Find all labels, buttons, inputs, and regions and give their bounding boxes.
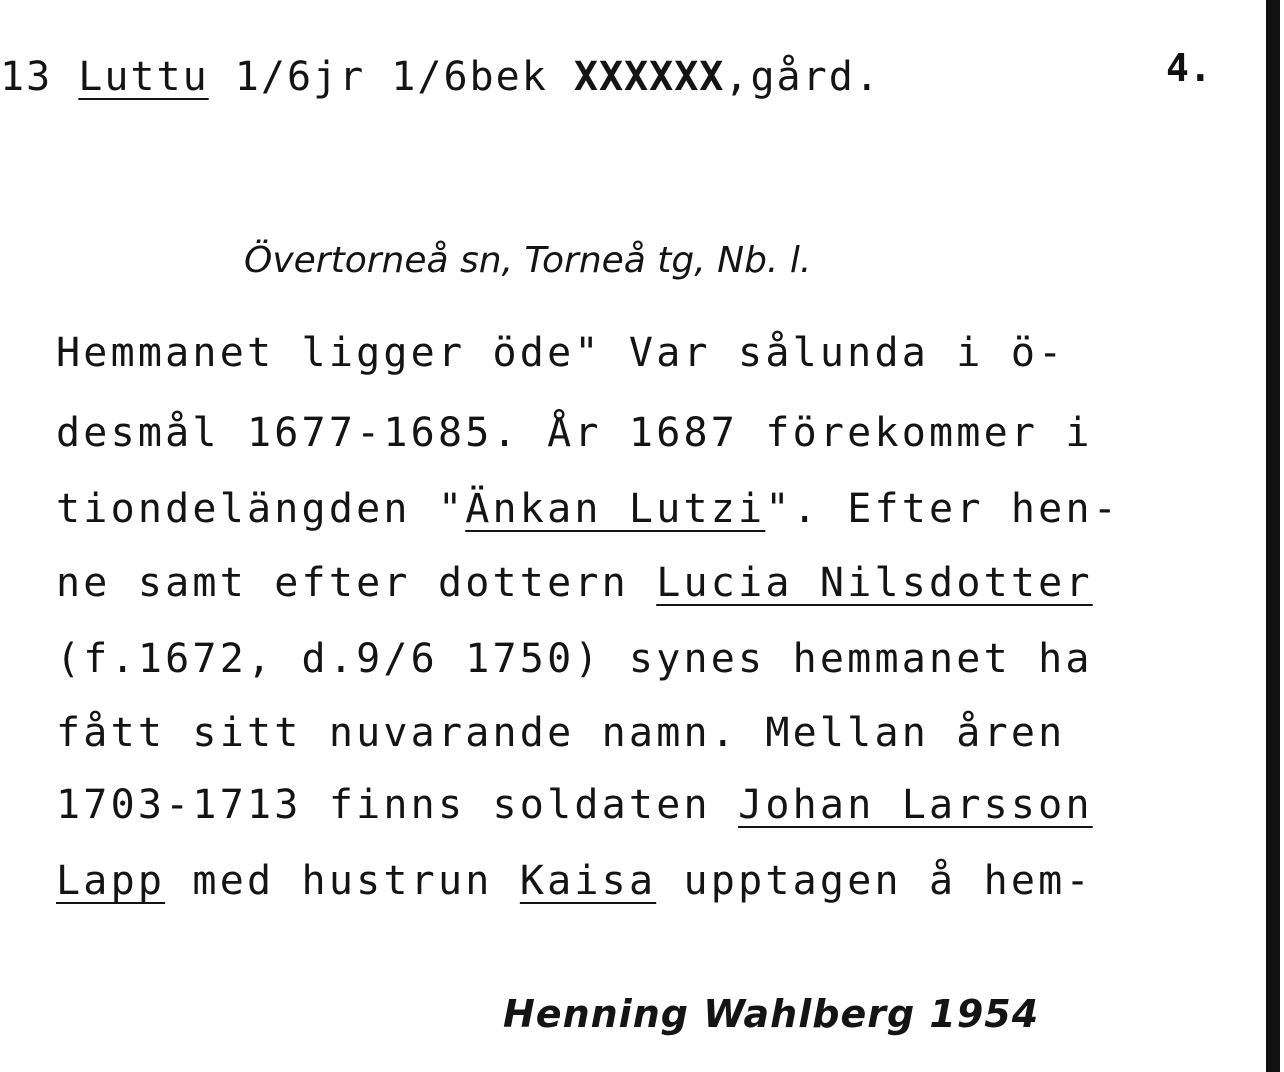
card-header <box>0 54 881 100</box>
farm-share-jr: 1/6jr <box>234 54 366 100</box>
body-text: ". Efter hen- <box>765 486 1121 532</box>
body-line-1: Hemmanet ligger öde" Var sålunda i ö- <box>56 330 1066 376</box>
farm-share-bek: 1/6bek <box>391 54 548 100</box>
person-name: Lapp <box>56 858 166 904</box>
body-line-2: desmål 1677-1685. År 1687 förekommer i <box>56 410 1093 456</box>
body-text: ne samt efter dottern <box>56 560 657 606</box>
parish-stamp: Övertorneå sn, Torneå tg, Nb. l. <box>244 240 812 281</box>
body-line-5: (f.1672, d.9/6 1750) synes hemmanet ha <box>56 636 1093 682</box>
body-text: med hustrun <box>165 858 520 904</box>
body-line-7 <box>56 782 1093 828</box>
farm-type: ,gård. <box>724 54 881 100</box>
person-name: Kaisa <box>519 858 657 904</box>
person-name: Änkan Lutzi <box>465 486 766 532</box>
body-line-8 <box>56 858 1093 904</box>
signature-stamp: Henning Wahlberg 1954 <box>503 992 1040 1036</box>
body-line-6: fått sitt nuvarande namn. Mellan åren <box>56 710 1066 756</box>
body-text: tiondelängden " <box>56 486 466 532</box>
person-name: Lucia Nilsdotter <box>656 560 1093 606</box>
person-name: Johan Larsson <box>738 782 1093 828</box>
farm-name: Luttu <box>78 54 209 100</box>
struck-out-text: XXXXXX <box>573 54 725 100</box>
card-edge-bar <box>1266 0 1280 1072</box>
body-text: 1703-1713 finns soldaten <box>56 782 739 828</box>
page-number: 4. <box>1166 46 1212 90</box>
body-line-4 <box>56 560 1093 606</box>
body-line-3 <box>56 486 1120 532</box>
farm-number: 13 <box>0 54 53 100</box>
body-text: upptagen å hem- <box>656 858 1093 904</box>
